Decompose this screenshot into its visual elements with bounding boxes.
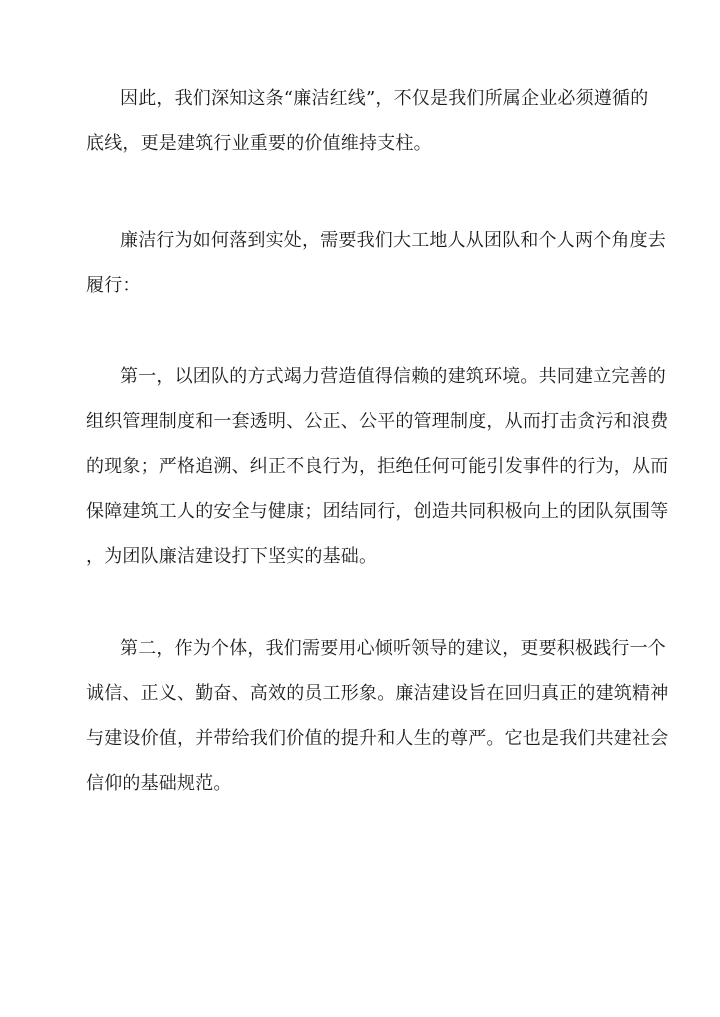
paragraph-line: 保障建筑工人的安全与健康；团结同行，创造共同积极向上的团队氛围等 — [86, 501, 669, 522]
paragraph-line: 廉洁行为如何落到实处，需要我们大工地人从团队和个人两个角度去 — [120, 230, 666, 251]
paragraph-line: 履行： — [86, 275, 141, 296]
paragraph-line: ，为团队廉洁建设打下坚实的基础。 — [86, 546, 378, 567]
paragraph-line: 组织管理制度和一套透明、公正、公平的管理制度，从而打击贪污和浪费 — [86, 411, 669, 432]
paragraph-line: 因此，我们深知这条“廉洁红线”，不仅是我们所属企业必须遵循的 — [120, 88, 649, 109]
paragraph-line: 诚信、正义、勤奋、高效的员工形象。廉洁建设旨在回归真正的建筑精神 — [86, 683, 669, 704]
paragraph-line: 底线，更是建筑行业重要的价值维持支柱。 — [86, 133, 432, 154]
paragraph-line: 第二，作为个体，我们需要用心倾听领导的建议，更要积极践行一个 — [120, 638, 666, 659]
paragraph-line: 与建设价值，并带给我们价值的提升和人生的尊严。它也是我们共建社会 — [86, 728, 669, 749]
paragraph-line: 信仰的基础规范。 — [86, 773, 232, 794]
paragraph-line: 第一，以团队的方式竭力营造值得信赖的建筑环境。共同建立完善的 — [120, 366, 666, 387]
paragraph-line: 的现象；严格追溯、纠正不良行为，拒绝任何可能引发事件的行为，从而 — [86, 456, 669, 477]
